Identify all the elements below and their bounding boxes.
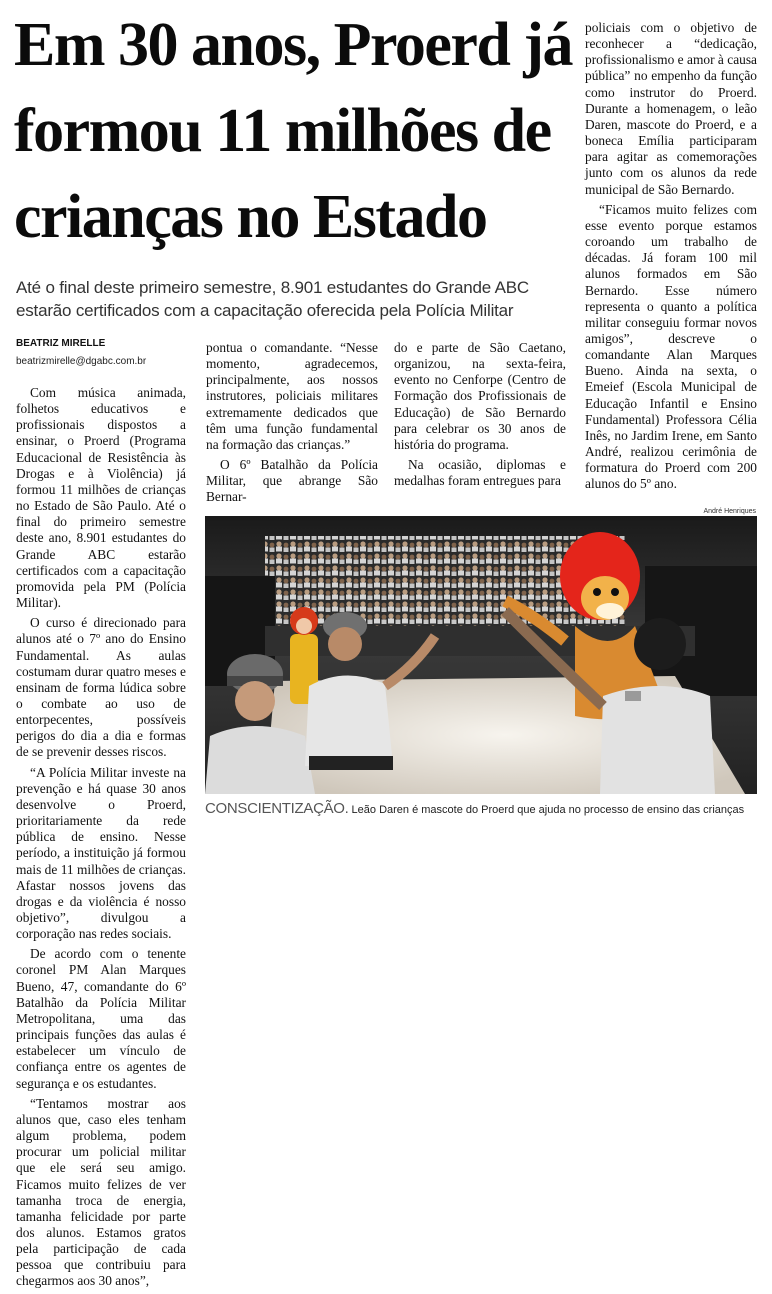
subheadline: Até o final deste primeiro semestre, 8.901 estudantes do Grande ABC estarão certificados com a capacitação oferecida pela Polícia Militar (16, 278, 529, 320)
paragraph: “A Polícia Militar investe na prevenção e há quase 30 anos desenvolve o Proerd, prioritariamente da rede pública de ensino. Nesse período, a instituição já formou mais de 11 milhões de crianças. Afastar nossos jovens das drogas e da violência é nosso objetivo”, divulgou a corporação nas redes sociais. (16, 764, 186, 942)
paragraph: Com música animada, folhetos educativos e profissionais dispostos a ensinar, o Proerd (Programa Educacional de Resistência às Drogas e à Violência) já formou 11 milhões de crianças no Estado de São Paulo. Até o final do primeiro semestre deste ano, 8.901 estudantes do Grande ABC estarão certificados com a capacitação promovida pela PM (Polícia Militar). (16, 385, 186, 611)
article-column-3 (394, 340, 566, 493)
caption-text: Leão Daren é mascote do Proerd que ajuda no processo de ensino das crianças (351, 804, 745, 816)
paragraph: “Ficamos muito felizes com esse evento porque estamos coroando um trabalho de décadas. Já foram 100 mil alunos formados em São Bernardo. Esse número representa o quanto a política militar conseguiu formar novos amigos”, descreve o comandante Alan Marques Bueno. Ainda na sexta, o Emeief (Escola Municipal de Educação Infantil e Ensino Fundamental) Professora Célia Inês, no Jardim Irene, em Santo André, realizou cerimônia de formatura do Proerd com 200 alunos do 5º ano. (585, 201, 757, 492)
photo-illustration (205, 516, 757, 794)
caption-kicker: CONSCIENTIZAÇÃO. (205, 800, 349, 817)
article-column-4 (585, 20, 757, 497)
event-photo (205, 516, 757, 794)
headline: Em 30 anos, Proerd já formou 11 milhões de crianças no Estado (14, 11, 573, 251)
article-column-1 (16, 385, 186, 1294)
paragraph: O 6º Batalhão da Polícia Militar, que abrange São Bernar- (206, 457, 378, 505)
byline: BEATRIZ MIRELLE (16, 338, 106, 349)
paragraph: pontua o comandante. “Nesse momento, agradecemos, principalmente, aos nossos instrutores, policiais militares extremamente dedicados que têm uma função fundamental na formação das crianças.” (206, 340, 378, 452)
paragraph: policiais com o objetivo de reconhecer a “dedicação, profissionalismo e amor à causa pública” no empenho da função como instrutor do Proerd. Durante a homenagem, o leão Daren, mascote do Proerd, e a boneca Emília participaram para agitar as comemorações junto com os alunos da rede municipal de São Bernardo. (585, 20, 757, 197)
paragraph: “Tentamos mostrar aos alunos que, caso eles tenham algum problema, podem procurar um policial militar que ele será seu amigo. Ficamos muito felizes de ver tamanha troca de energia, tamanha felicidade por parte dos alunos. Estamos gratos pela participação de cada pessoa que contribuiu para chegarmos aos 30 anos”, (16, 1095, 186, 1289)
paragraph: Na ocasião, diplomas e medalhas foram entregues para (394, 457, 566, 489)
photo-caption (205, 800, 765, 817)
paragraph: De acordo com o tenente coronel PM Alan Marques Bueno, 47, comandante do 6º Batalhão da Polícia Militar Metropolitana, uma das principais funções das aulas é estabelecer um vínculo de confiança entre os agentes de segurança e os estudantes. (16, 946, 186, 1091)
paragraph: O curso é direcionado para alunos até o 7º ano do Ensino Fundamental. As aulas costumam durar quatro meses e ensinam de forma lúdica sobre o combate ao uso de entorpecentes, possíveis perigos do dia a dia e formas de se prevenir desses riscos. (16, 615, 186, 760)
article-column-2 (206, 340, 378, 510)
author-email[interactable]: beatrizmirelle@dgabc.com.br (16, 356, 147, 367)
paragraph: do e parte de São Caetano, organizou, na sexta-feira, evento no Cenforpe (Centro de Formação dos Profissionais de Educação) de São Bernardo para celebrar os 30 anos de história do programa. (394, 340, 566, 452)
photo-credit: André Henriques (703, 508, 756, 515)
